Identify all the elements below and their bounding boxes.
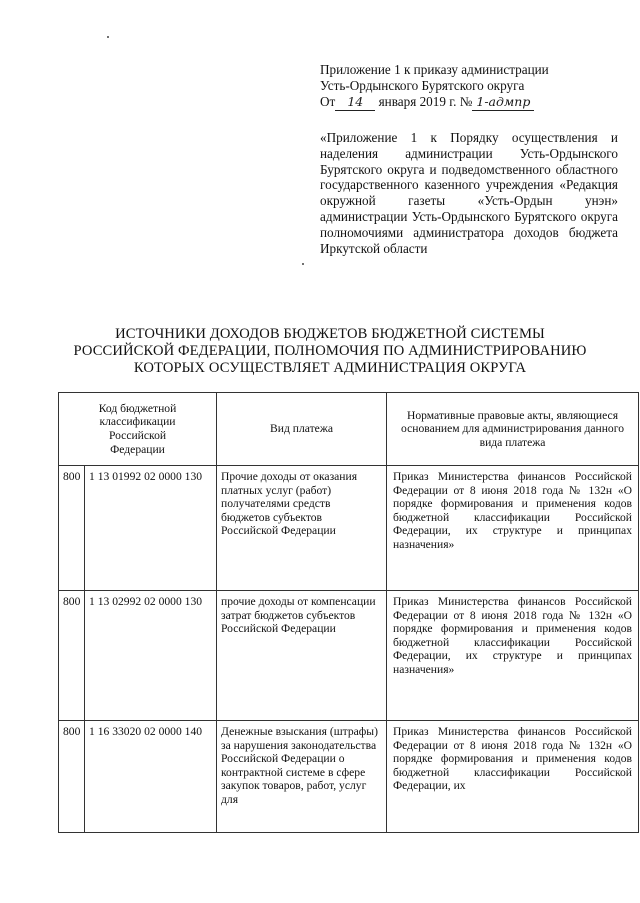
row-payment-type: прочие доходы от компенсации затрат бюджетов субъектов Российской Федерации [217,591,387,721]
revenue-sources-table [58,392,639,833]
header-acts: Нормативные правовые акты, являющиеся основанием для администрирования данного вида платежа [387,393,639,466]
scan-speck [107,36,109,38]
header-code: Код бюджетной классификации Российской Федерации [59,393,217,466]
scan-speck [302,263,304,265]
date-prefix: От [320,94,336,109]
order-number: 1-адмпр [472,94,534,111]
row-admin-code: 800 [59,721,85,833]
row-legal-acts: Приказ Министерства финансов Российской Федерации от 8 июня 2018 года № 132н «О порядке формирования и применения кодов бюджетной классификации Российской Федерации, их структуре и принципах назначения» [387,591,639,721]
table-row [59,591,639,721]
table-header-row [59,393,639,466]
header-type: Вид платежа [217,393,387,466]
appendix-line-2: Усть-Ордынского Бурятского округа [320,78,525,93]
document-title [30,326,630,377]
row-kbk-code: 1 13 02992 02 0000 130 [85,591,217,721]
appendix-header [320,62,549,111]
appendix-date-line [320,94,549,111]
title-line-2: РОССИЙСКОЙ ФЕДЕРАЦИИ, ПОЛНОМОЧИЯ ПО АДМИНИСТРИРОВАНИЮ [73,343,587,359]
appendix-reference-quote: «Приложение 1 к Порядку осуществления и наделения администрации Усть-Ордынского Бурятского округа и подведомственного областного государственного казенного учреждения «Редакция окружной газеты «Усть-Ордын унэн» администрации Усть-Ордынского Бурятского округа полномочиями администратора доходов бюджета Иркутской области [320,130,618,256]
title-line-3: КОТОРЫХ ОСУЩЕСТВЛЯЕТ АДМИНИСТРАЦИЯ ОКРУГА [133,360,527,376]
title-line-1: ИСТОЧНИКИ ДОХОДОВ БЮДЖЕТОВ БЮДЖЕТНОЙ СИСТЕМЫ [115,326,545,342]
table-row [59,466,639,591]
row-admin-code: 800 [59,591,85,721]
row-kbk-code: 1 13 01992 02 0000 130 [85,466,217,591]
appendix-line-1: Приложение 1 к приказу администрации [320,62,549,77]
row-payment-type: Денежные взыскания (штрафы) за нарушения законодательства Российской Федерации о контрактной системе в сфере закупок товаров, работ, услуг для [217,721,387,833]
row-kbk-code: 1 16 33020 02 0000 140 [85,721,217,833]
row-legal-acts: Приказ Министерства финансов Российской Федерации от 8 июня 2018 года № 132н «О порядке формирования и применения кодов бюджетной классификации Российской Федерации, их [387,721,639,833]
date-day: 14 [335,94,375,111]
row-legal-acts: Приказ Министерства финансов Российской Федерации от 8 июня 2018 года № 132н «О порядке формирования и применения кодов бюджетной классификации Российской Федерации, их структуре и принципах назначения» [387,466,639,591]
row-payment-type: Прочие доходы от оказания платных услуг (работ) получателями средств бюджетов субъектов Российской Федерации [217,466,387,591]
date-rest: января 2019 г. № [378,94,473,109]
row-admin-code: 800 [59,466,85,591]
table-row [59,721,639,833]
